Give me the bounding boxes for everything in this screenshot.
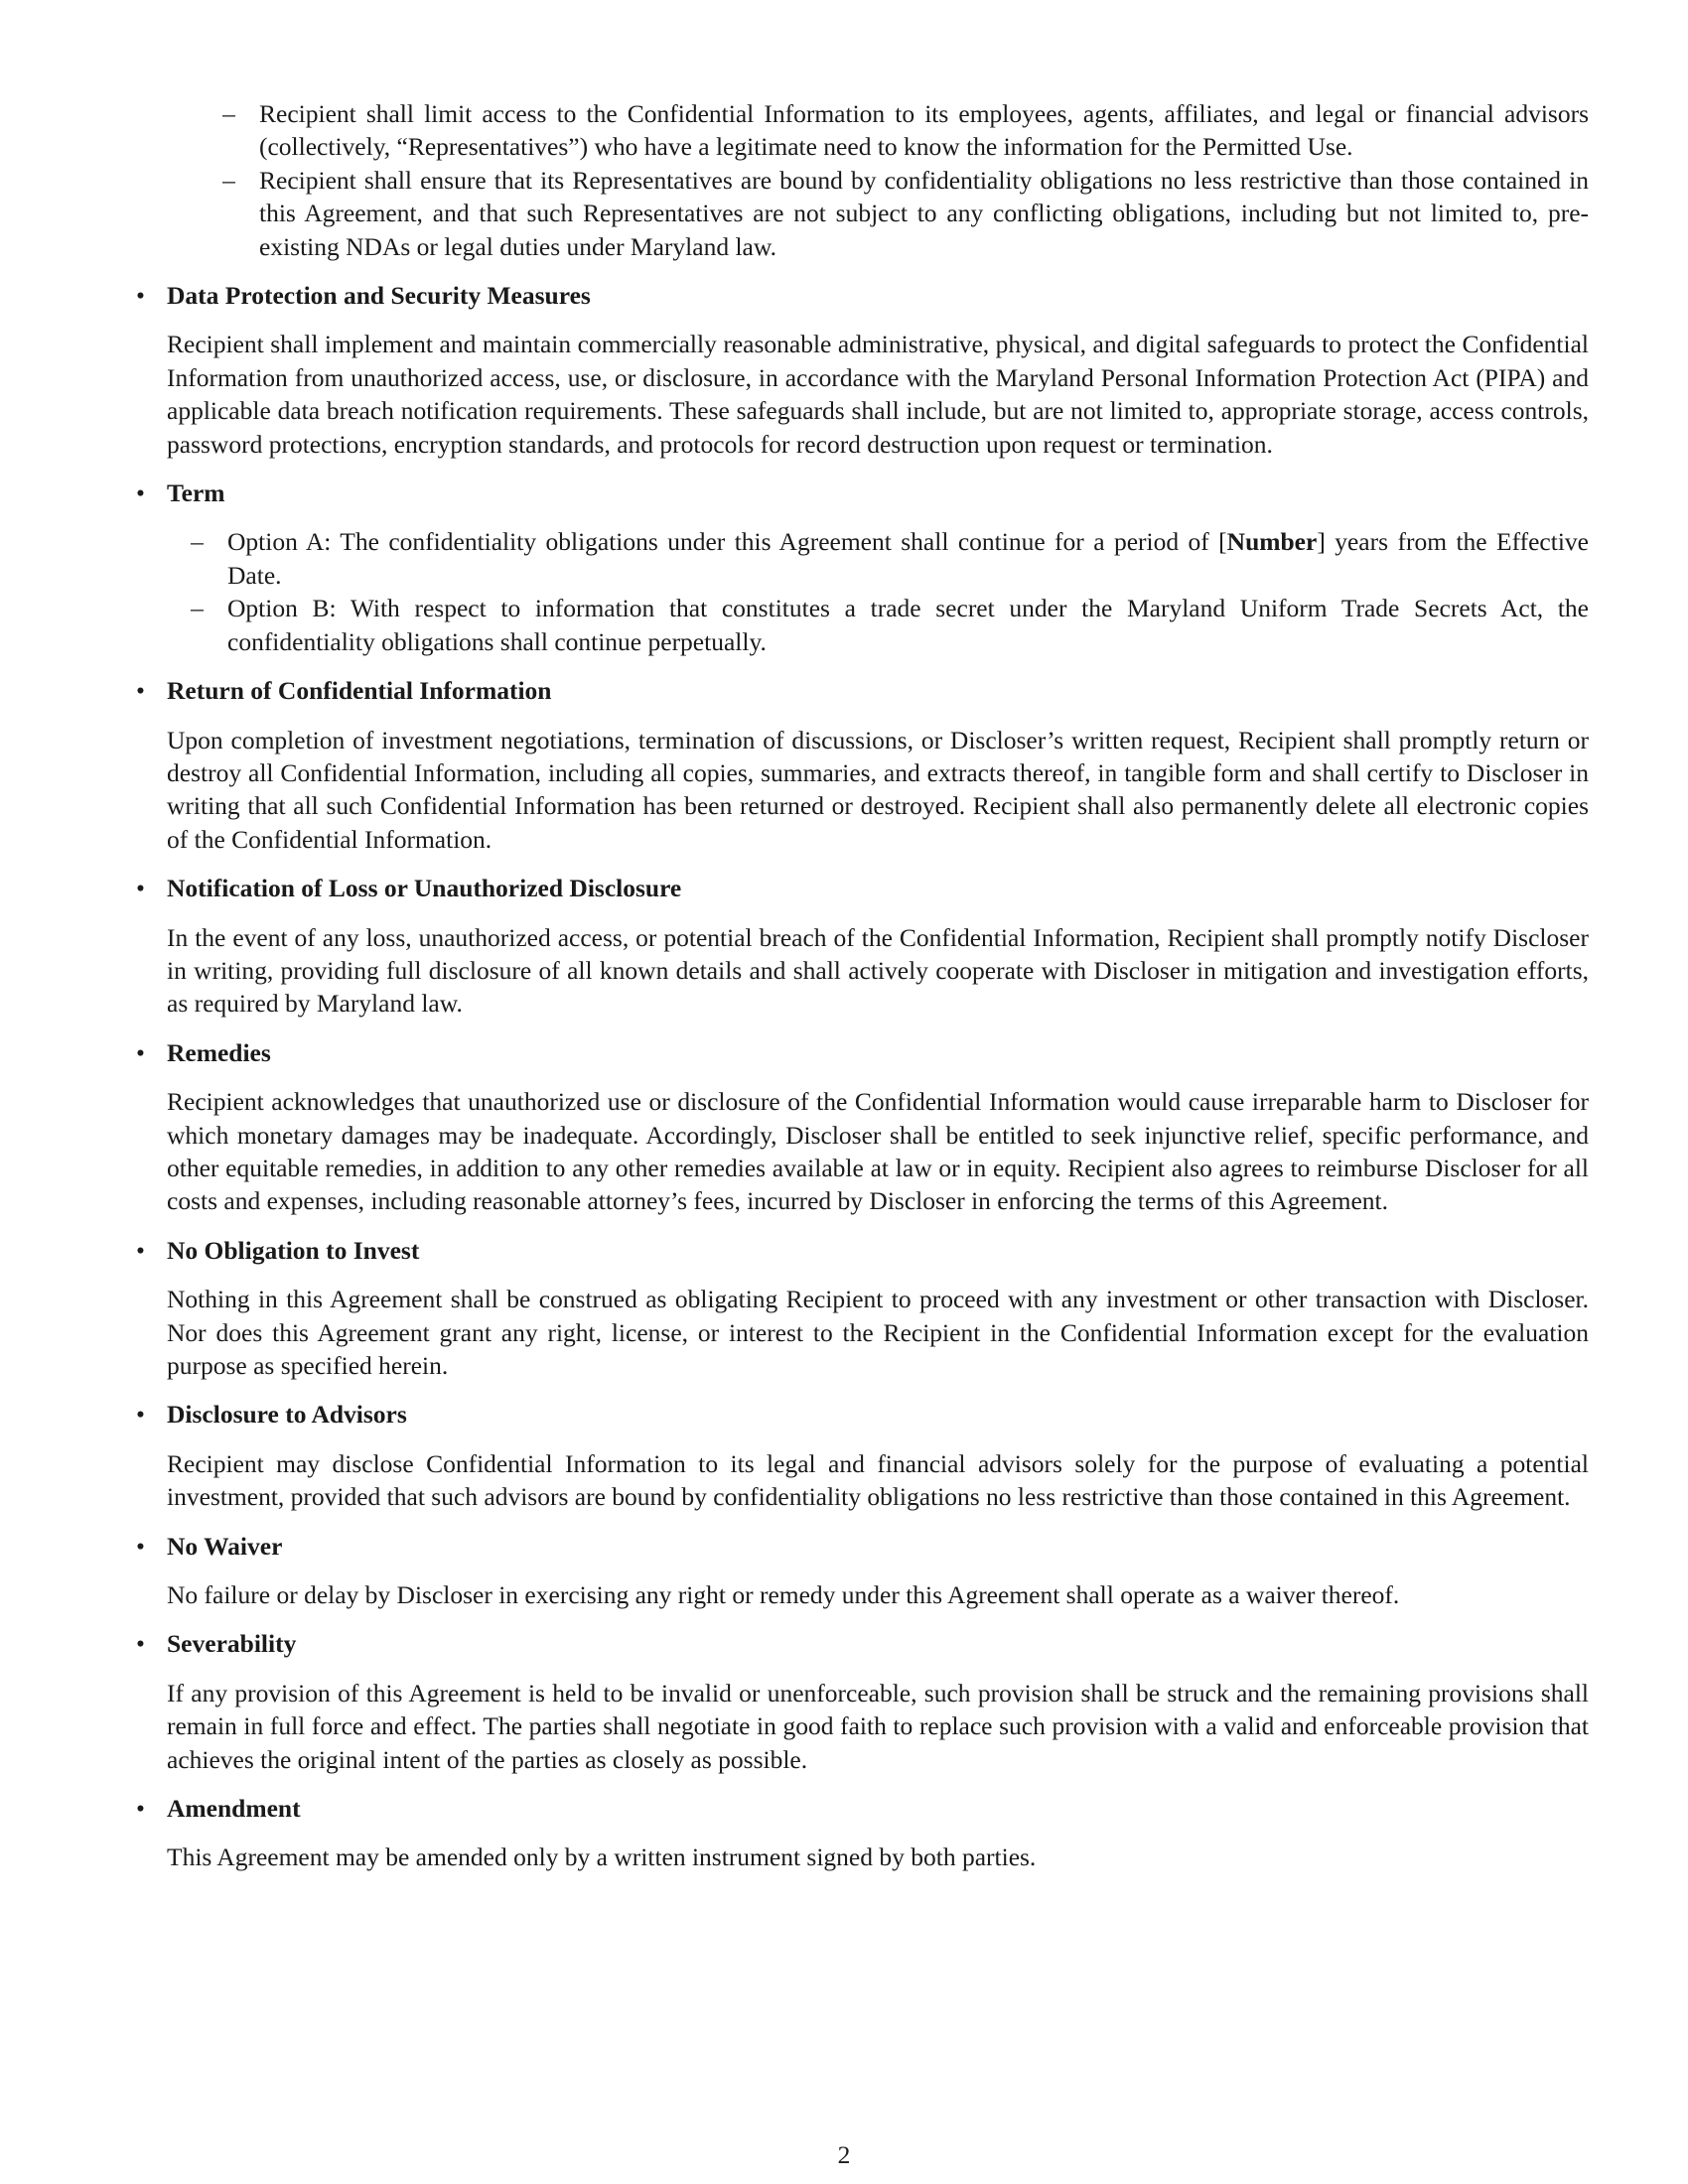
section-body: Nothing in this Agreement shall be construed as obligating Recipient to proceed with any investment or other transaction with Discloser. Nor does this Agreement grant any right, license, or interest to the Recipient in the Confidential Information except for the evaluation purpose as specified herein. <box>167 1285 1589 1380</box>
section-body: Recipient shall implement and maintain commercially reasonable administrative, physical, and digital safeguards to protect the Confidential Information from unauthorized access, use, or disclosure, in accordance with the Maryland Personal Information Protection Act (PIPA) and applicable data breach notification requirements. These safeguards shall include, but are not limited to, appropriate storage, access controls, password protections, encryption standards, and protocols for record destruction upon request or termination. <box>167 330 1589 459</box>
option-a-text-start: Option A: The confidentiality obligations under this Agreement shall continue for a period of [ <box>227 527 1227 557</box>
option-a-text-end: ] years from the Effective Date. <box>227 527 1589 590</box>
term-option-b: Option B: With respect to information that constitutes a trade secret under the Maryland Uniform Trade Secrets Act, the confidentiality obligations shall continue perpetually. <box>227 594 1589 656</box>
section-body: No failure or delay by Discloser in exercising any right or remedy under this Agreement shall operate as a waiver thereof. <box>167 1580 1400 1610</box>
section-heading: Remedies <box>167 1037 271 1067</box>
section-severability <box>136 1627 1589 1776</box>
bullet-marker: • <box>136 281 145 311</box>
section-body: If any provision of this Agreement is held to be invalid or unenforceable, such provision shall be struck and the remaining provisions shall remain in full force and effect. The parties shall negotiate in good faith to replace such provision with a valid and enforceable provision that achieves the original intent of the parties as closely as possible. <box>167 1678 1589 1774</box>
section-heading: No Obligation to Invest <box>167 1235 420 1265</box>
representatives-sublist <box>167 97 1589 263</box>
bullet-marker: • <box>136 1235 145 1265</box>
section-advisors <box>136 1398 1589 1513</box>
section-heading: Term <box>167 478 225 508</box>
bullet-marker: • <box>136 676 145 706</box>
page-number: 2 <box>837 2140 851 2169</box>
dash-marker: – <box>191 594 204 623</box>
dash-marker: – <box>191 527 204 557</box>
term-option-a <box>227 525 1589 592</box>
section-body: In the event of any loss, unauthorized access, or potential breach of the Confidential Information, Recipient shall promptly notify Discloser in writing, providing full disclosure of all known details and shall actively cooperate with Discloser in mitigation and investigation efforts, as required by Maryland law. <box>167 922 1589 1019</box>
bullet-marker: • <box>136 478 145 508</box>
dash-marker: – <box>222 165 235 195</box>
section-heading: Data Protection and Security Measures <box>167 281 591 311</box>
representatives-access-text: Recipient shall limit access to the Confidential Information to its employees, agents, affiliates, and legal or financial advisors (collectively, “Representatives”) who have a legitimate need to know the information for the Permitted Use. <box>259 99 1589 162</box>
section-body: Recipient may disclose Confidential Information to its legal and financial advisors solely for the purpose of evaluating a potential investment, provided that such advisors are bound by confidentiality obligations no less restrictive than those contained in this Agreement. <box>167 1448 1589 1512</box>
number-placeholder: Number <box>1226 527 1318 557</box>
bullet-marker: • <box>136 1794 145 1824</box>
section-return-info <box>136 674 1589 856</box>
representatives-binding-text: Recipient shall ensure that its Representatives are bound by confidentiality obligations no less restrictive than those contained in this Agreement, and that such Representatives are not subject to any conflicting obligations, including but not limited to, pre-existing NDAs or legal duties under Maryland law. <box>259 165 1589 261</box>
section-no-waiver <box>136 1530 1589 1612</box>
bullet-marker: • <box>136 874 145 903</box>
document-body <box>136 97 1589 1874</box>
dash-marker: – <box>222 99 235 128</box>
section-body: This Agreement may be amended only by a written instrument signed by both parties. <box>167 1843 1037 1872</box>
section-remedies <box>136 1036 1589 1218</box>
section-data-protection <box>136 279 1589 461</box>
bullet-marker: • <box>136 1531 145 1561</box>
section-heading: Return of Confidential Information <box>167 676 552 706</box>
list-item <box>199 97 1589 164</box>
section-term <box>136 477 1589 658</box>
term-options-list <box>135 525 1589 658</box>
section-body: Upon completion of investment negotiations, termination of discussions, or Discloser’s written request, Recipient shall promptly return or destroy all Confidential Information, including all copies, summaries, and extracts thereof, in tangible form and shall certify to Discloser in writing that all such Confidential Information has been returned or destroyed. Recipient shall also permanently delete all electronic copies of the Confidential Information. <box>167 725 1589 854</box>
section-amendment <box>136 1792 1589 1874</box>
section-heading: Notification of Loss or Unauthorized Disclosure <box>167 874 682 903</box>
bullet-marker: • <box>136 1629 145 1659</box>
section-no-obligation <box>136 1234 1589 1383</box>
section-heading: Severability <box>167 1629 297 1659</box>
bullet-marker: • <box>136 1400 145 1430</box>
list-item <box>167 592 1589 658</box>
section-heading: Amendment <box>167 1794 301 1824</box>
section-body: Recipient acknowledges that unauthorized use or disclosure of the Confidential Information would cause irreparable harm to Discloser for which monetary damages may be inadequate. Accordingly, Discloser shall be entitled to seek injunctive relief, specific performance, and other equitable remedies, in addition to any other remedies available at law or in equity. Recipient also agrees to reimburse Discloser for all costs and expenses, including reasonable attorney’s fees, incurred by Discloser in enforcing the terms of this Agreement. <box>167 1087 1589 1216</box>
section-notification <box>136 872 1589 1021</box>
list-item <box>167 525 1589 592</box>
section-heading: No Waiver <box>167 1531 283 1561</box>
list-item <box>199 164 1589 263</box>
section-heading: Disclosure to Advisors <box>167 1400 407 1430</box>
bullet-marker: • <box>136 1037 145 1067</box>
